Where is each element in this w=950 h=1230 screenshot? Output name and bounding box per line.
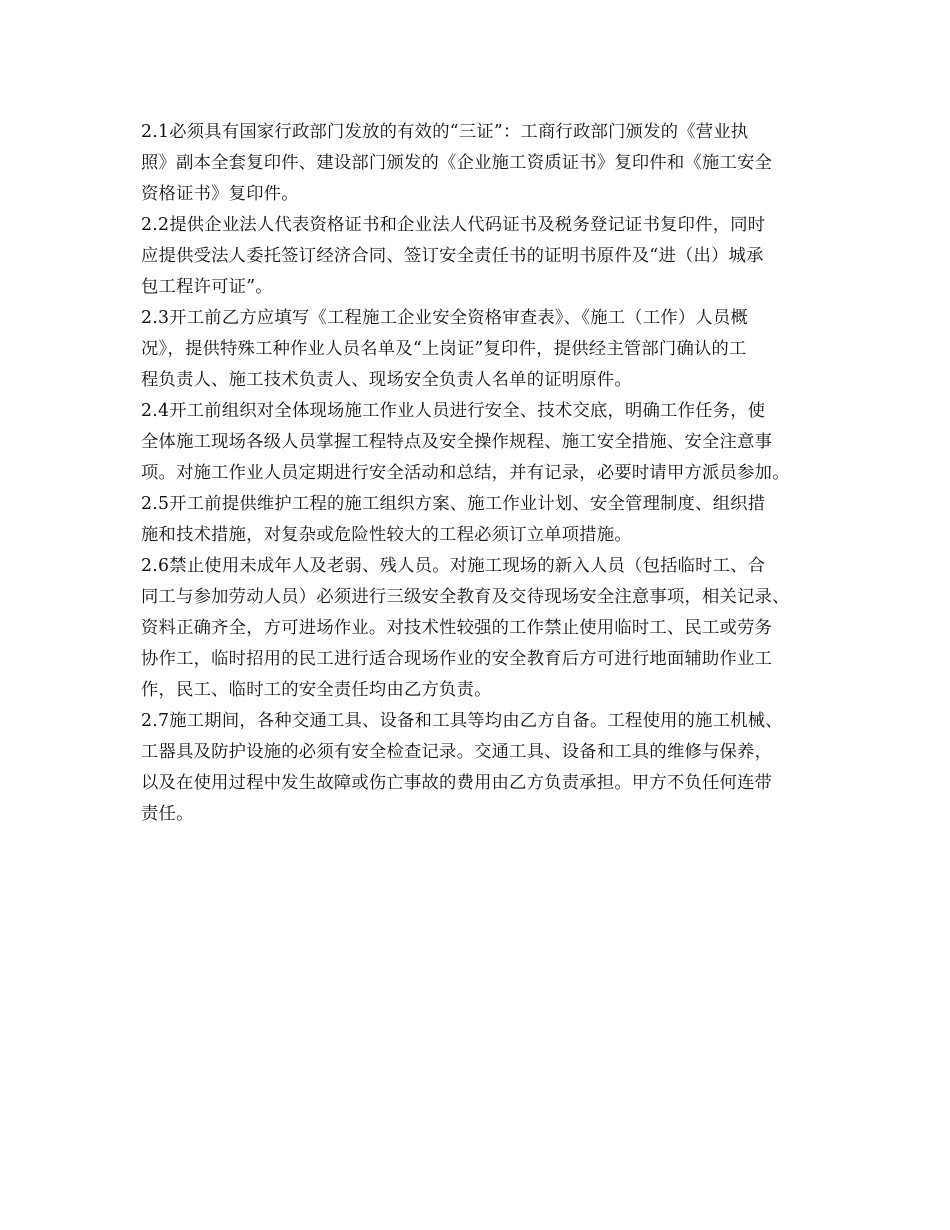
text-line: 照》副本全套复印件、建设部门颁发的《企业施工资质证书》复印件和《施工安全 — [141, 153, 773, 173]
text-line: 项。对施工作业人员定期进行安全活动和总结，并有记录，必要时请甲方派员参加。 — [141, 463, 790, 483]
text-line: 2.5开工前提供维护工程的施工组织方案、施工作业计划、安全管理制度、组织措 — [141, 494, 766, 514]
text-line: 2.6禁止使用未成年人及老弱、残人员。对施工现场的新入人员（包括临时工、合 — [141, 556, 766, 576]
text-line: 2.3开工前乙方应填写《工程施工企业安全资格审查表》、《施工（工作）人员概 — [141, 308, 749, 328]
text-line: 资料正确齐全，方可进场作业。对技术性较强的工作禁止使用临时工、民工或劳务 — [141, 618, 773, 638]
text-line: 全体施工现场各级人员掌握工程特点及安全操作规程、施工安全措施、安全注意事 — [141, 432, 773, 452]
text-line: 施和技术措施，对复杂或危险性较大的工程必须订立单项措施。 — [141, 525, 632, 545]
text-line: 应提供受法人委托签订经济合同、签订安全责任书的证明书原件及“进（出）城承 — [141, 246, 764, 266]
text-line: 资格证书》复印件。 — [141, 184, 299, 204]
text-line: 2.2提供企业法人代表资格证书和企业法人代码证书及税务登记证书复印件，同时 — [141, 215, 766, 235]
text-line: 2.4开工前组织对全体现场施工作业人员进行安全、技术交底，明确工作任务，使 — [141, 401, 766, 421]
text-line: 2.1必须具有国家行政部门发放的有效的“三证”：工商行政部门颁发的《营业执 — [141, 122, 749, 142]
text-line: 2.7施工期间，各种交通工具、设备和工具等均由乙方自备。工程使用的施工机械、 — [141, 711, 783, 731]
text-line: 以及在使用过程中发生故障或伤亡事故的费用由乙方负责承担。甲方不负任何连带 — [141, 773, 773, 793]
text-line: 协作工，临时招用的民工进行适合现场作业的安全教育后方可进行地面辅助作业工 — [141, 649, 773, 669]
text-line: 况》，提供特殊工种作业人员名单及“上岗证”复印件，提供经主管部门确认的工 — [141, 339, 747, 359]
text-line: 工器具及防护设施的必须有安全检查记录。交通工具、设备和工具的维修与保养， — [141, 742, 773, 762]
text-line: 责任。 — [141, 804, 194, 824]
document-body — [141, 117, 824, 830]
text-line: 作，民工、临时工的安全责任均由乙方负责。 — [141, 680, 492, 700]
text-line: 程负责人、施工技术负责人、现场安全负责人名单的证明原件。 — [141, 370, 632, 390]
text-line: 包工程许可证”。 — [141, 277, 273, 297]
text-line: 同工与参加劳动人员）必须进行三级安全教育及交待现场安全注意事项，相关记录、 — [141, 587, 790, 607]
